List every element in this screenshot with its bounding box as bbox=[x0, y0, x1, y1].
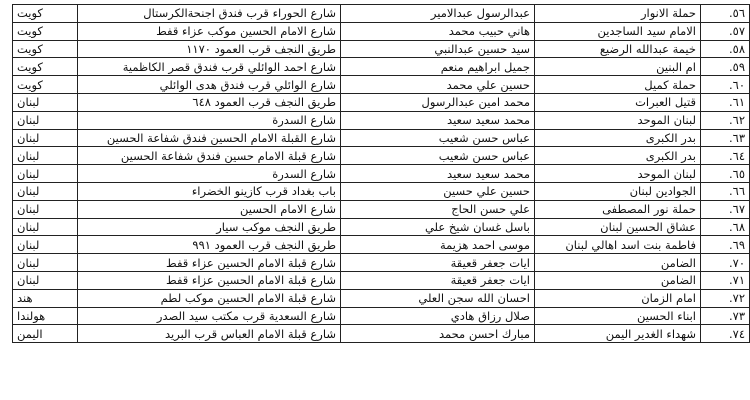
table-row bbox=[13, 182, 750, 200]
row-number-cell: ٥٨. bbox=[701, 40, 750, 58]
row-number-cell: ٧٤. bbox=[701, 325, 750, 343]
person-name-cell: عبدالرسول عبدالامير bbox=[341, 5, 535, 23]
organization-cell: قتيل العبرات bbox=[535, 93, 701, 111]
table-row bbox=[13, 147, 750, 165]
address-cell: شارع قبلة الامام الحسين عزاء قفط bbox=[78, 254, 341, 272]
table-row bbox=[13, 40, 750, 58]
address-cell: شارع قبلة الامام حسين فندق شفاعة الحسين bbox=[78, 147, 341, 165]
row-number-cell: ٦٠. bbox=[701, 76, 750, 94]
country-cell: لبنان bbox=[13, 93, 78, 111]
table-row bbox=[13, 307, 750, 325]
table-row bbox=[13, 58, 750, 76]
person-name-cell: سيد حسين عبدالنبي bbox=[341, 40, 535, 58]
country-cell: كويت bbox=[13, 5, 78, 23]
registry-table-body bbox=[13, 5, 750, 343]
organization-cell: ابناء الحسين bbox=[535, 307, 701, 325]
row-number-cell: ٥٦. bbox=[701, 5, 750, 23]
country-cell: هولندا bbox=[13, 307, 78, 325]
country-cell: كويت bbox=[13, 40, 78, 58]
address-cell: طريق النجف قرب العمود ٩٩١ bbox=[78, 236, 341, 254]
organization-cell: شهداء الغدير اليمن bbox=[535, 325, 701, 343]
organization-cell: الضامن bbox=[535, 254, 701, 272]
country-cell: كويت bbox=[13, 76, 78, 94]
row-number-cell: ٥٩. bbox=[701, 58, 750, 76]
person-name-cell: محمد سعيد سعيد bbox=[341, 165, 535, 183]
person-name-cell: عباس حسن شعيب bbox=[341, 147, 535, 165]
country-cell: لبنان bbox=[13, 111, 78, 129]
organization-cell: الجوادين لبنان bbox=[535, 182, 701, 200]
person-name-cell: علي حسن الحاج bbox=[341, 200, 535, 218]
person-name-cell: مبارك احسن محمد bbox=[341, 325, 535, 343]
address-cell: شارع السدرة bbox=[78, 111, 341, 129]
country-cell: لبنان bbox=[13, 200, 78, 218]
address-cell: شارع السدرة bbox=[78, 165, 341, 183]
person-name-cell: صلال رزاق هادي bbox=[341, 307, 535, 325]
country-cell: لبنان bbox=[13, 236, 78, 254]
organization-cell: خيمة عبدالله الرضيع bbox=[535, 40, 701, 58]
country-cell: كويت bbox=[13, 22, 78, 40]
row-number-cell: ٦٩. bbox=[701, 236, 750, 254]
organization-cell: امام الزمان bbox=[535, 289, 701, 307]
address-cell: شارع احمد الوائلي قرب فندق قصر الكاظمية bbox=[78, 58, 341, 76]
country-cell: لبنان bbox=[13, 129, 78, 147]
table-row bbox=[13, 22, 750, 40]
address-cell: شارع القبلة الامام الحسين فندق شفاعة الحسين bbox=[78, 129, 341, 147]
row-number-cell: ٦٨. bbox=[701, 218, 750, 236]
row-number-cell: ٦١. bbox=[701, 93, 750, 111]
country-cell: لبنان bbox=[13, 147, 78, 165]
registry-table bbox=[12, 4, 750, 343]
person-name-cell: ايات جعفر قعيقة bbox=[341, 271, 535, 289]
address-cell: شارع قبلة الامام العباس قرب البريد bbox=[78, 325, 341, 343]
organization-cell: الامام سيد الساجدين bbox=[535, 22, 701, 40]
row-number-cell: ٦٤. bbox=[701, 147, 750, 165]
row-number-cell: ٧٣. bbox=[701, 307, 750, 325]
address-cell: شارع الامام الحسين موكب عزاء قفط bbox=[78, 22, 341, 40]
row-number-cell: ٦٦. bbox=[701, 182, 750, 200]
organization-cell: الضامن bbox=[535, 271, 701, 289]
country-cell: لبنان bbox=[13, 271, 78, 289]
address-cell: شارع الوائلي قرب فندق هدى الوائلي bbox=[78, 76, 341, 94]
organization-cell: بدر الكبرى bbox=[535, 147, 701, 165]
organization-cell: حملة كميل bbox=[535, 76, 701, 94]
organization-cell: بدر الكبرى bbox=[535, 129, 701, 147]
address-cell: شارع الحوراء قرب فندق اجنحةالكرستال bbox=[78, 5, 341, 23]
table-row bbox=[13, 165, 750, 183]
person-name-cell: محمد امين عبدالرسول bbox=[341, 93, 535, 111]
table-row bbox=[13, 111, 750, 129]
table-row bbox=[13, 76, 750, 94]
organization-cell: لبنان الموحد bbox=[535, 111, 701, 129]
person-name-cell: حسين علي محمد bbox=[341, 76, 535, 94]
person-name-cell: احسان الله سجن العلي bbox=[341, 289, 535, 307]
row-number-cell: ٦٥. bbox=[701, 165, 750, 183]
address-cell: طريق النجف قرب العمود ١١٧٠ bbox=[78, 40, 341, 58]
country-cell: لبنان bbox=[13, 182, 78, 200]
table-row bbox=[13, 200, 750, 218]
address-cell: شارع قبلة الامام الحسين موكب لطم bbox=[78, 289, 341, 307]
row-number-cell: ٦٢. bbox=[701, 111, 750, 129]
country-cell: اليمن bbox=[13, 325, 78, 343]
organization-cell: لبنان الموحد bbox=[535, 165, 701, 183]
organization-cell: فاطمة بنت اسد اهالي لبنان bbox=[535, 236, 701, 254]
person-name-cell: عباس حسن شعيب bbox=[341, 129, 535, 147]
country-cell: لبنان bbox=[13, 254, 78, 272]
address-cell: شارع الامام الحسين bbox=[78, 200, 341, 218]
person-name-cell: موسى احمد هزيمة bbox=[341, 236, 535, 254]
table-row bbox=[13, 129, 750, 147]
person-name-cell: ايات جعفر قعيقة bbox=[341, 254, 535, 272]
row-number-cell: ٦٧. bbox=[701, 200, 750, 218]
table-row bbox=[13, 236, 750, 254]
organization-cell: ام البنين bbox=[535, 58, 701, 76]
table-row bbox=[13, 218, 750, 236]
table-row bbox=[13, 271, 750, 289]
country-cell: كويت bbox=[13, 58, 78, 76]
table-row bbox=[13, 325, 750, 343]
person-name-cell: باسل غسان شيخ علي bbox=[341, 218, 535, 236]
address-cell: طريق النجف موكب سيار bbox=[78, 218, 341, 236]
row-number-cell: ٦٣. bbox=[701, 129, 750, 147]
row-number-cell: ٧٠. bbox=[701, 254, 750, 272]
person-name-cell: هاني حبيب محمد bbox=[341, 22, 535, 40]
person-name-cell: حسين علي حسين bbox=[341, 182, 535, 200]
row-number-cell: ٧٢. bbox=[701, 289, 750, 307]
person-name-cell: محمد سعيد سعيد bbox=[341, 111, 535, 129]
table-row bbox=[13, 93, 750, 111]
address-cell: شارع السعدية قرب مكتب سيد الصدر bbox=[78, 307, 341, 325]
address-cell: شارع قبلة الامام الحسين عزاء قفط bbox=[78, 271, 341, 289]
row-number-cell: ٥٧. bbox=[701, 22, 750, 40]
country-cell: لبنان bbox=[13, 218, 78, 236]
country-cell: هند bbox=[13, 289, 78, 307]
address-cell: طريق النجف قرب العمود ٦٤٨ bbox=[78, 93, 341, 111]
table-row bbox=[13, 254, 750, 272]
address-cell: باب بغداد قرب كازينو الخضراء bbox=[78, 182, 341, 200]
table-row bbox=[13, 289, 750, 307]
table-row bbox=[13, 5, 750, 23]
organization-cell: حملة الانوار bbox=[535, 5, 701, 23]
person-name-cell: جميل ابراهيم منعم bbox=[341, 58, 535, 76]
organization-cell: عشاق الحسين لبنان bbox=[535, 218, 701, 236]
country-cell: لبنان bbox=[13, 165, 78, 183]
organization-cell: حملة نور المصطفى bbox=[535, 200, 701, 218]
row-number-cell: ٧١. bbox=[701, 271, 750, 289]
